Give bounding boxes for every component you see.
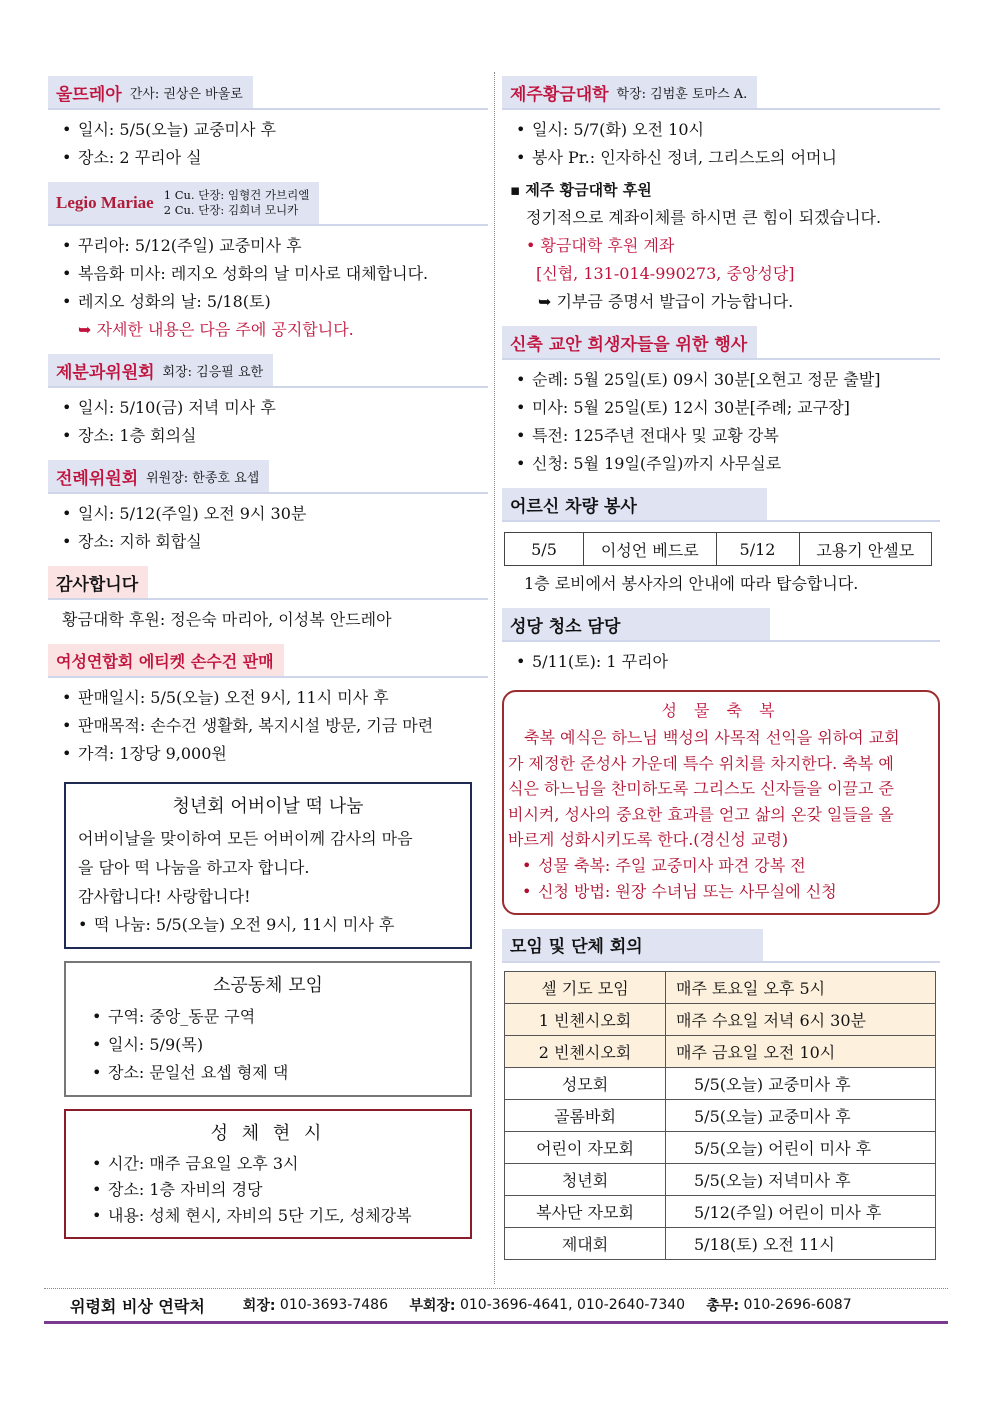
liturgy-title: 전례위원회: [56, 468, 139, 489]
list-item: • 일시: 5/5(오늘) 교중미사 후: [62, 116, 488, 144]
footer: [44, 1288, 948, 1324]
elder-name-1: 이성언 베드로: [584, 533, 717, 566]
ultreya-sub: 간사: 권상은 바울로: [129, 86, 243, 102]
golden-title: 제주황금대학: [510, 84, 609, 105]
cleaning-header: [502, 608, 940, 642]
elder-name-2: 고용기 안셀모: [799, 533, 932, 566]
table-row: 셀 기도 모임 매주 토요일 오후 5시: [505, 971, 936, 1003]
list-item: • 구역: 중앙_동문 구역: [92, 1003, 458, 1031]
womens-header: [48, 644, 488, 678]
womens-list: [48, 684, 488, 768]
golden-header: [502, 76, 940, 110]
list-item: • 신청: 5월 19일(주일)까지 사무실로: [516, 450, 940, 478]
meetings-table: [504, 971, 936, 1260]
golden-account-label: • 황금대학 후원 계좌: [526, 236, 675, 255]
list-item: • 장소: 문일선 요셉 형제 댁: [92, 1059, 458, 1087]
list-item: • 미사: 5월 25일(토) 12시 30분[주례; 교구장]: [516, 394, 940, 422]
liturgy-sub: 위원장: 한종호 요셉: [146, 470, 260, 486]
table-row: 제대회 5/18(토) 오전 11시: [505, 1227, 936, 1259]
thanks-header: [48, 566, 488, 600]
vice-phone: 010-3696-4641, 010-2640-7340: [459, 1297, 686, 1313]
jebun-title: 제분과위원회: [56, 362, 155, 383]
blessing-line: 식은 하느님을 찬미하도록 그리스도 신자들을 이끌고 준: [508, 779, 895, 798]
golden-support-title: ▪ 제주 황금대학 후원: [510, 181, 652, 199]
cleaning-list: [502, 648, 940, 676]
meetings-section: [502, 929, 940, 1260]
list-item: • 장소: 1층 자비의 경당: [92, 1177, 458, 1203]
list-item: • 시간: 매주 금요일 오후 3시: [92, 1151, 458, 1177]
list-item: • 일시: 5/9(목): [92, 1031, 458, 1059]
blessing-box: [502, 690, 940, 915]
secretary-label: 총무:: [706, 1298, 740, 1314]
womens-section: [48, 644, 488, 768]
meetings-title: 모임 및 단체 회의: [510, 937, 643, 957]
elder-title: 어르신 차량 봉사: [510, 496, 637, 517]
jebun-section: [48, 354, 488, 450]
table-row: 어린이 자모회 5/5(오늘) 어린이 미사 후: [505, 1131, 936, 1163]
ultreya-section: [48, 76, 488, 172]
table-row: 성모회 5/5(오늘) 교중미사 후: [505, 1067, 936, 1099]
elder-table: [504, 532, 932, 566]
ultreya-title: 울뜨레아: [56, 84, 122, 105]
elder-date-2: 5/12: [716, 533, 799, 566]
secretary-phone: 010-2696-6087: [743, 1297, 852, 1313]
legio-note: ➥ 자세한 내용은 다음 주에 공지합니다.: [78, 320, 354, 339]
list-item: • 일시: 5/7(화) 오전 10시: [516, 116, 940, 144]
list-item: • 판매목적: 손수건 생활화, 복지시설 방문, 기금 마련: [62, 712, 488, 740]
list-item: • 장소: 지하 회합실: [62, 528, 488, 556]
list-item: • 장소: 2 꾸리아 실: [62, 144, 488, 172]
legio-section: [48, 182, 488, 344]
youth-box-title: 청년회 어버이날 떡 나눔: [172, 796, 364, 817]
youth-box-line1: 어버이날을 맞이하여 모든 어버이께 감사의 마음: [78, 829, 413, 848]
list-item: • 판매일시: 5/5(오늘) 오전 9시, 11시 미사 후: [62, 684, 488, 712]
table-row: 청년회 5/5(오늘) 저녁미사 후: [505, 1163, 936, 1195]
golden-support-text: 정기적으로 계좌이체를 하시면 큰 힘이 되겠습니다.: [526, 208, 882, 227]
elder-date-1: 5/5: [505, 533, 584, 566]
table-row: 복사단 자모회 5/12(주일) 어린이 미사 후: [505, 1195, 936, 1227]
small-community-box: [64, 961, 472, 1097]
list-item: • 일시: 5/12(주일) 오전 9시 30분: [62, 500, 488, 528]
golden-list: [502, 116, 940, 172]
martyrs-header: [502, 326, 940, 360]
cleaning-section: [502, 608, 940, 676]
list-item: • 레지오 성화의 날: 5/18(토): [62, 288, 488, 316]
list-item: • 꾸리아: 5/12(주일) 교중미사 후: [62, 232, 488, 260]
blessing-line: 축복 예식은 하느님 백성의 사목적 선익을 위하여 교회: [524, 728, 900, 747]
ultreya-list: [48, 116, 488, 172]
legio-title: Legio Mariae: [56, 193, 154, 212]
footer-title: 위령회 비상 연락처: [70, 1296, 205, 1316]
elder-note: 1층 로비에서 봉사자의 안내에 따라 탑승합니다.: [524, 574, 859, 593]
legio-sub2: 2 Cu. 단장: 김희녀 모니카: [163, 203, 299, 217]
list-item: • 장소: 1층 회의실: [62, 422, 488, 450]
martyrs-section: [502, 326, 940, 478]
president-phone: 010-3693-7486: [279, 1297, 388, 1313]
footer-bar: [44, 1321, 948, 1324]
youth-box-line2: 을 담아 떡 나눔을 하고자 합니다.: [78, 858, 310, 877]
thanks-text: 황금대학 후원: 정은숙 마리아, 이성복 안드레아: [62, 610, 392, 629]
adoration-box-title: 성 체 현 시: [210, 1123, 326, 1144]
liturgy-list: [48, 500, 488, 556]
vice-label: 부회장:: [409, 1298, 456, 1314]
youth-box-item: • 떡 나눔: 5/5(오늘) 오전 9시, 11시 미사 후: [78, 911, 458, 939]
liturgy-header: [48, 460, 488, 494]
golden-receipt: ➥ 기부금 증명서 발급이 가능합니다.: [538, 292, 794, 311]
table-row: 2 빈첸시오회 매주 금요일 오전 10시: [505, 1035, 936, 1067]
list-item: • 성물 축복: 주일 교중미사 파견 강복 전: [522, 853, 934, 879]
thanks-section: [48, 566, 488, 634]
blessing-line: 가 제정한 준성사 가운데 특수 위치를 차지한다. 축복 예: [508, 753, 894, 773]
cleaning-title: 성당 청소 담당: [510, 616, 621, 637]
adoration-box: [64, 1109, 472, 1239]
president-label: 회장:: [242, 1298, 276, 1314]
ultreya-header: [48, 76, 488, 110]
legio-header: [48, 182, 488, 226]
elder-section: [502, 488, 940, 598]
list-item: • 특전: 125주년 전대사 및 교황 강복: [516, 422, 940, 450]
meetings-header: [502, 929, 940, 963]
table-row: 골롬바회 5/5(오늘) 교중미사 후: [505, 1099, 936, 1131]
emergency-contacts: [44, 1289, 948, 1321]
list-item: • 5/11(토): 1 꾸리아: [516, 648, 940, 676]
youth-box-line3: 감사합니다! 사랑합니다!: [78, 887, 251, 906]
right-column: [502, 76, 940, 1270]
liturgy-section: [48, 460, 488, 556]
table-row: 1 빈첸시오회 매주 수요일 저녁 6시 30분: [505, 1003, 936, 1035]
blessing-line: 비시켜, 성사의 중요한 효과를 얻고 삶의 온갖 일들을 올: [508, 804, 894, 824]
blessing-line: 바르게 성화시키도록 한다.(경신성 교령): [508, 830, 789, 849]
list-item: • 일시: 5/10(금) 저녁 미사 후: [62, 394, 488, 422]
list-item: • 가격: 1장당 9,000원: [62, 740, 488, 768]
golden-sub: 학장: 김범훈 토마스 A.: [616, 86, 748, 102]
blessing-title: 성 물 축 복: [661, 701, 781, 720]
legio-sub1: 1 Cu. 단장: 임형건 가브리엘: [163, 188, 310, 202]
list-item: • 순례: 5월 25일(토) 09시 30분[오현고 정문 출발]: [516, 366, 940, 394]
elder-header: [502, 488, 940, 522]
jebun-header: [48, 354, 488, 388]
womens-title: 여성연합회 에티켓 손수건 판매: [56, 651, 274, 671]
golden-section: [502, 76, 940, 316]
legio-list: [48, 232, 488, 316]
thanks-title: 감사합니다: [56, 574, 139, 595]
list-item: • 복음화 미사: 레지오 성화의 날 미사로 대체합니다.: [62, 260, 488, 288]
martyrs-title: 신축 교안 희생자들을 위한 행사: [510, 334, 748, 355]
youth-box: [64, 782, 472, 949]
small-box-title: 소공동체 모임: [212, 975, 324, 996]
left-column: [48, 76, 488, 1239]
column-divider: [494, 72, 495, 1284]
martyrs-list: [502, 366, 940, 478]
list-item: • 신청 방법: 원장 수녀님 또는 사무실에 신청: [522, 879, 934, 905]
list-item: • 봉사 Pr.: 인자하신 정녀, 그리스도의 어머니: [516, 144, 940, 172]
jebun-list: [48, 394, 488, 450]
golden-account: [신협, 131-014-990273, 중앙성당]: [536, 264, 795, 283]
list-item: • 내용: 성체 현시, 자비의 5단 기도, 성체강복: [92, 1203, 458, 1229]
jebun-sub: 회장: 김응필 요한: [162, 364, 264, 380]
